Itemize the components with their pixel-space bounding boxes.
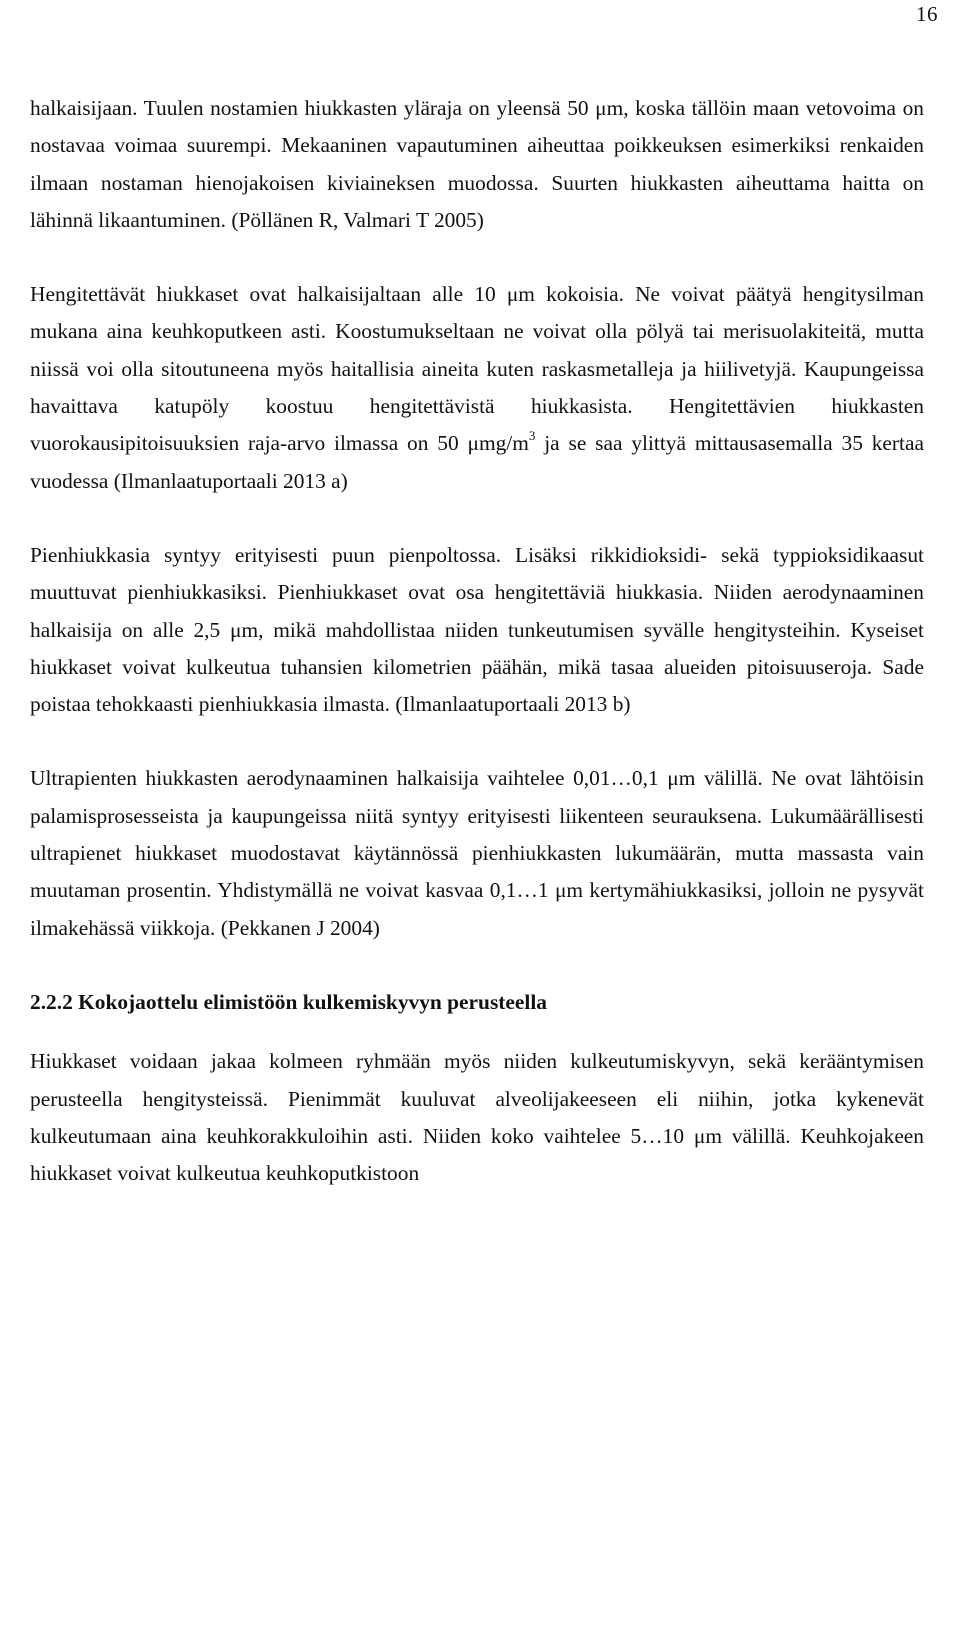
paragraph-fine-particles: Pienhiukkasia syntyy erityisesti puun pienpoltossa. Lisäksi rikkidioksidi- sekä typpioksidikaasut muuttuvat pienhiukkasiksi. Pienhiukkaset ovat osa hengitettäviä hiukkasia. Niiden aerodynaaminen halkaisija on alle 2,5 μm, mikä mahdollistaa niiden tunkeutumisen syvälle hengitysteihin. Kyseiset hiukkaset voivat kulkeutua tuhansien kilometrien päähän, mikä tasaa alueiden pitoisuuseroja. Sade poistaa tehokkaasti pienhiukkasia ilmasta. (Ilmanlaatuportaali 2013 b) — [30, 542, 924, 717]
paragraph-spacer — [30, 1021, 924, 1043]
paragraph-size-classification: Hiukkaset voidaan jakaa kolmeen ryhmään myös niiden kulkeutumiskyvyn, sekä kerääntymisen perusteella hengitysteissä. Pienimmät kuuluvat alveolijakeeseen eli niihin, jotka kykenevät kulkeutumaan aina keuhkorakkuloihin asti. Niiden koko vaihtelee 5…10 μm välillä. Keuhkojakeen hiukkaset voivat kulkeutua keuhkoputkistoon — [30, 1049, 924, 1186]
paragraph-inhalable-particles — [30, 276, 924, 500]
paragraph-text-continued: ja se saa ylittyä mittausasemalla 35 kertaa vuodessa (Ilmanlaatuportaali 2013 a) — [30, 431, 924, 493]
paragraph-text: Hengitettävät hiukkaset ovat halkaisijaltaan alle 10 μm kokoisia. Ne voivat päätyä hengitysilman mukana aina keuhkoputkeen asti. Koostumukseltaan ne voivat olla pölyä tai merisuolakiteitä, mutta niissä voi olla sitoutuneena myös haitallisia aineita kuten raskasmetalleja ja hiilivetyjä. Kaupungeissa havaittava katupöly koostuu hengitettävistä hiukkasista. Hengitettävien hiukkasten vuorokausipitoisuuksien raja-arvo ilmassa on 50 μmg/m — [30, 282, 924, 456]
page-number: 16 — [916, 2, 938, 26]
paragraph-ultrafine-particles: Ultrapienten hiukkasten aerodynaaminen halkaisija vaihtelee 0,01…0,1 μm välillä. Ne ovat lähtöisin palamisprosesseista ja kaupungeissa niitä syntyy erityisesti liikenteen seurauksena. Lukumäärällisesti ultrapienet hiukkaset muodostavat käytännössä pienhiukkasten lukumäärän, mutta massasta vain muutaman prosentin. Yhdistymällä ne voivat kasvaa 0,1…1 μm kertymähiukkasiksi, jolloin ne pysyvät ilmakehässä viikkoja. (Pekkanen J 2004) — [30, 766, 924, 940]
paragraph-spacer — [30, 500, 924, 537]
paragraph-spacer — [30, 947, 924, 984]
superscript-cubed: 3 — [528, 428, 536, 444]
paragraph-wind-particles: halkaisijaan. Tuulen nostamien hiukkasten yläraja on yleensä 50 μm, koska tällöin maan vetovoima on nostavaa voimaa suurempi. Mekaaninen vapautuminen aiheuttaa poikkeuksen esimerkiksi renkaiden ilmaan nostaman hienojakoisen kiviaineksen muodossa. Suurten hiukkasten aiheuttama haitta on lähinnä likaantuminen. (Pöllänen R, Valmari T 2005) — [30, 96, 924, 232]
paragraph-spacer — [30, 239, 924, 276]
paragraph-spacer — [30, 723, 924, 760]
section-heading: 2.2.2 Kokojaottelu elimistöön kulkemiskyvyn perusteella — [30, 989, 547, 1014]
document-body — [30, 90, 924, 1192]
